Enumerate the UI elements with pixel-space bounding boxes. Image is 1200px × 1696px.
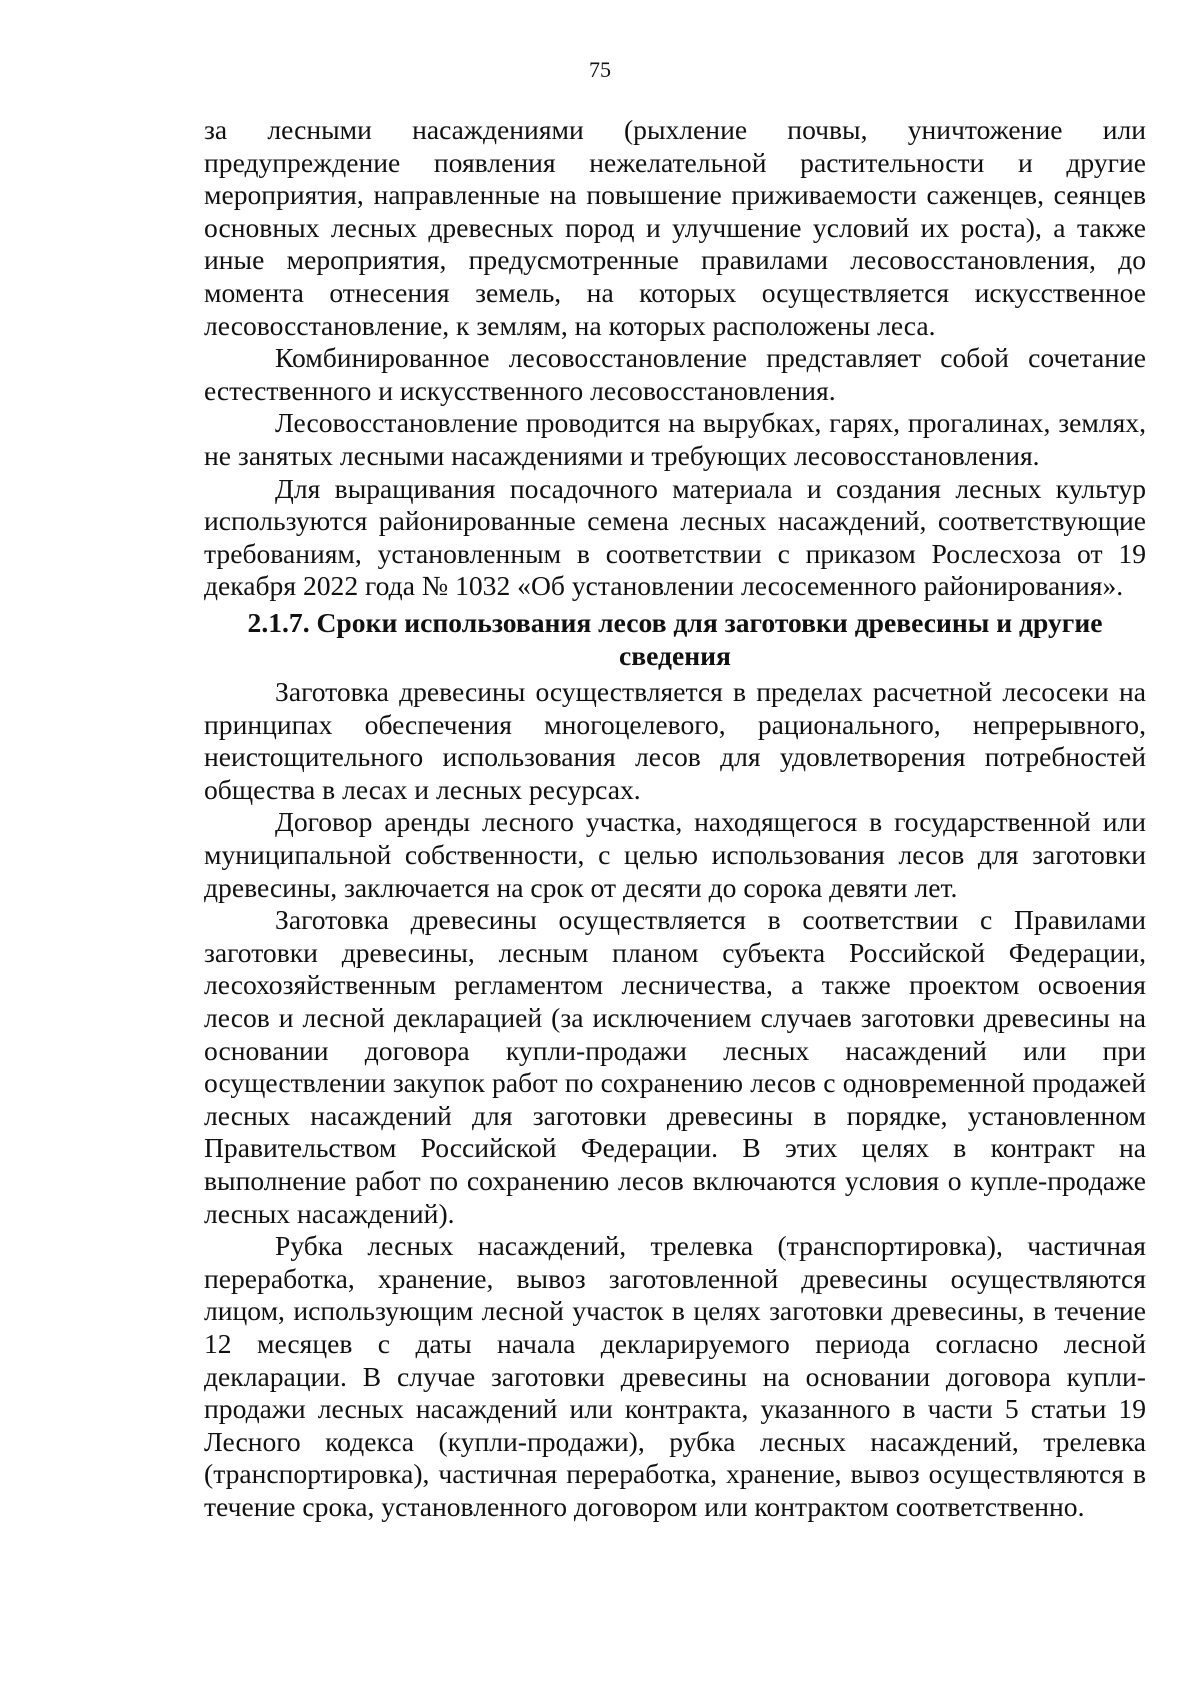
paragraph-combined-reforestation: Комбинированное лесовосстановление представляет собой сочетание естественного и искусственного лесовосстановления.	[204, 342, 1146, 406]
paragraph-harvest-period: Рубка лесных насаждений, трелевка (транспортировка), частичная переработка, хранение, вывоз заготовленной древесины осуществляются лицом, использующим лесной участок в целях заготовки древесины, в течение 12 месяцев с даты начала декларируемого периода согласно лесной декларации. В случае заготовки древесины на основании договора купли-продажи лесных насаждений или контракта, указанного в части 5 статьи 19 Лесного кодекса (купли-продажи), рубка лесных насаждений, трелевка (транспортировка), частичная переработка, хранение, вывоз осуществляются в течение срока, установленного договором или контрактом соответственно.	[204, 1230, 1146, 1522]
paragraph-harvest-rules: Заготовка древесины осуществляется в соответствии с Правилами заготовки древесины, лесным планом субъекта Российской Федерации, лесохозяйственным регламентом лесничества, а также проектом освоения лесов и лесной декларацией (за исключением случаев заготовки древесины на основании договора купли-продажи лесных насаждений или при осуществлении закупок работ по сохранению лесов с одновременной продажей лесных насаждений для заготовки древесины в порядке, установленном Правительством Российской Федерации. В этих целях в контракт на выполнение работ по сохранению лесов включаются условия о купле-продаже лесных насаждений).	[204, 904, 1146, 1229]
paragraph-continuation: за лесными насаждениями (рыхление почвы, уничтожение или предупреждение появления нежелательной растительности и другие мероприятия, направленные на повышение приживаемости саженцев, сеянцев основных лесных древесных пород и улучшение условий их роста), а также иные мероприятия, предусмотренные правилами лесовосстановления, до момента отнесения земель, на которых осуществляется искусственное лесовосстановление, к землям, на которых расположены леса.	[204, 114, 1146, 341]
document-body	[204, 114, 1146, 1524]
paragraph-reforestation-sites: Лесовосстановление проводится на вырубках, гарях, прогалинах, землях, не занятых лесными насаждениями и требующих лесовосстановления.	[204, 407, 1146, 471]
paragraph-lease-term: Договор аренды лесного участка, находящегося в государственной или муниципальной собственности, с целью использования лесов для заготовки древесины, заключается на срок от десяти до сорока девяти лет.	[204, 806, 1146, 903]
paragraph-harvest-principles: Заготовка древесины осуществляется в пределах расчетной лесосеки на принципах обеспечения многоцелевого, рационального, непрерывного, неистощительного использования лесов для удовлетворения потребностей общества в лесах и лесных ресурсах.	[204, 676, 1146, 805]
page-number: 75	[589, 57, 611, 82]
section-heading: 2.1.7. Сроки использования лесов для заготовки древесины и другие сведения	[247, 606, 1103, 671]
paragraph-seed-material: Для выращивания посадочного материала и создания лесных культур используются районированные семена лесных насаждений, соответствующие требованиям, установленным в соответствии с приказом Рослесхоза от 19 декабря 2022 года № 1032 «Об установлении лесосеменного районирования».	[204, 472, 1146, 602]
